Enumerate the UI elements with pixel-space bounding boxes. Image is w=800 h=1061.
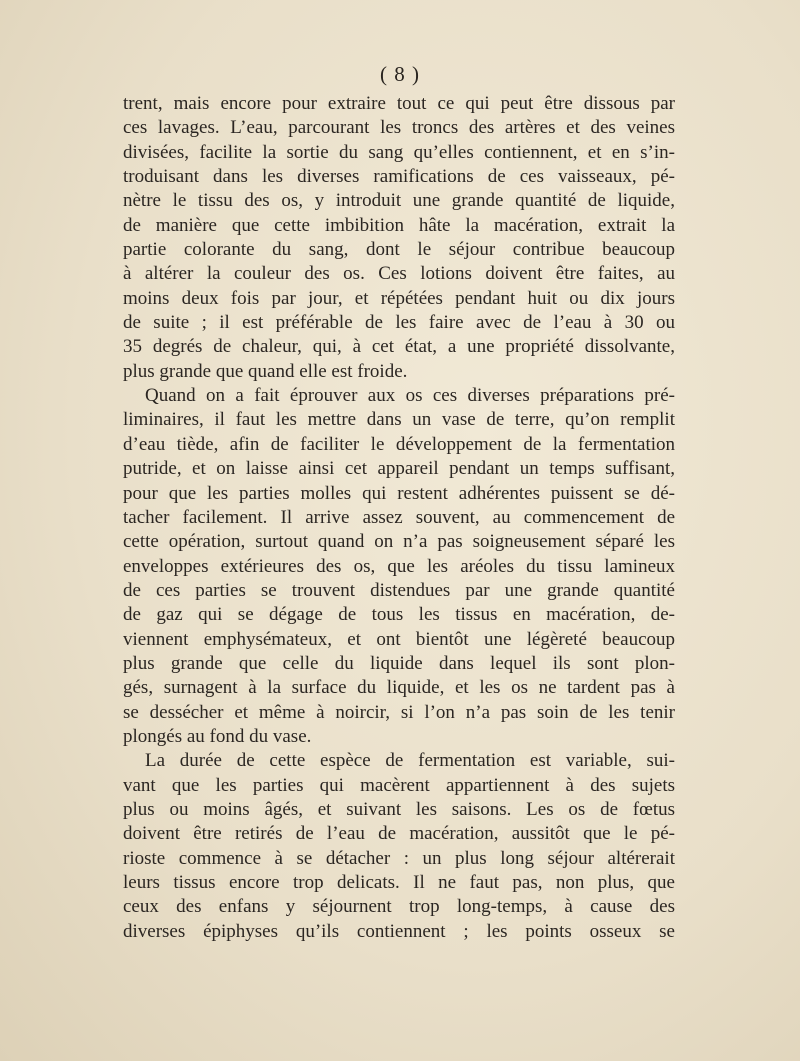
text-line: ceux des enfans y séjournent trop long-temps, à cause des [123,896,675,918]
text-line: pour que les parties molles qui restent adhérentes puissent se dé- [123,482,675,504]
page-number: ( 8 ) [380,62,420,86]
text-line: d’eau tiède, afin de faciliter le développement de la fermentation [123,433,675,455]
text-line: doivent être retirés de l’eau de macération, aussitôt que le pé- [123,823,675,845]
text-line: vant que les parties qui macèrent appartiennent à des sujets [123,774,675,796]
text-line: plongés au fond du vase. [123,725,312,747]
text-line: à altérer la couleur des os. Ces lotions doivent être faites, au [123,263,675,285]
text-line: diverses épiphyses qu’ils contiennent ; les points osseux se [123,920,675,942]
text-line: viennent emphysémateux, et ont bientôt une légèreté beaucoup [123,628,675,650]
text-line: 35 degrés de chaleur, qui, à cet état, a une propriété dissolvante, [123,336,675,358]
text-line: de gaz qui se dégage de tous les tissus en macération, de- [123,604,675,626]
text-line: rioste commence à se détacher : un plus long séjour altérerait [123,847,675,869]
text-line: divisées, facilite la sortie du sang qu’elles contiennent, et en s’in- [123,141,675,163]
text-line: putride, et on laisse ainsi cet appareil pendant un temps suffisant, [123,458,675,480]
text-line: La durée de cette espèce de fermentation est variable, sui- [145,750,675,772]
text-line: de ces parties se trouvent distendues par une grande quantité [123,579,675,601]
text-line: plus grande que celle du liquide dans lequel ils sont plon- [123,652,675,674]
text-line: partie colorante du sang, dont le séjour contribue beaucoup [123,239,675,261]
text-line: ces lavages. L’eau, parcourant les troncs des artères et des veines [123,117,675,139]
text-line: plus ou moins âgés, et suivant les saisons. Les os de fœtus [123,798,675,820]
text-line: enveloppes extérieures des os, que les aréoles du tissu lamineux [123,555,675,577]
text-line: gés, surnagent à la surface du liquide, et les os ne tardent pas à [123,677,675,699]
text-line: Quand on a fait éprouver aux os ces diverses préparations pré- [145,385,675,407]
text-line: plus grande que quand elle est froide. [123,360,408,382]
text-line: trent, mais encore pour extraire tout ce qui peut être dissous par [123,93,675,114]
text-line: tacher facilement. Il arrive assez souvent, au commencement de [123,506,675,528]
paragraph-3 [123,749,675,944]
text-line: se dessécher et même à noircir, si l’on n’a pas soin de les tenir [123,701,675,723]
text-line: liminaires, il faut les mettre dans un vase de terre, qu’on remplit [123,409,675,431]
text-line: nètre le tissu des os, y introduit une grande quantité de liquide, [123,190,675,212]
text-line: troduisant dans les diverses ramifications de ces vaisseaux, pé- [123,166,675,188]
text-line: cette opération, surtout quand on n’a pas soigneusement séparé les [123,531,675,553]
paragraph-2 [123,384,675,749]
text-line: moins deux fois par jour, et répétées pendant huit ou dix jours [123,287,675,309]
text-line: leurs tissus encore trop delicats. Il ne faut pas, non plus, que [123,872,675,893]
paragraph-1 [123,92,675,384]
body-text [123,92,675,944]
text-line: de manière que cette imbibition hâte la macération, extrait la [123,214,675,236]
text-line: de suite ; il est préférable de les faire avec de l’eau à 30 ou [123,312,675,334]
